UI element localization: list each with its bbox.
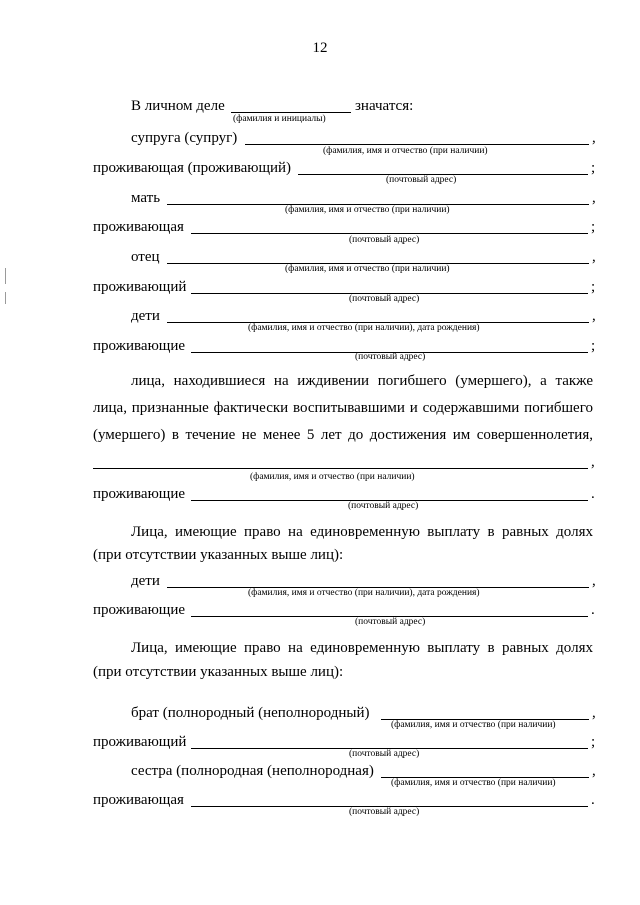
intro-before: В личном деле [131, 98, 225, 114]
dependents-paragraph-line-1: лица, находившиеся на иждивении погибшего (умершего), а также [131, 373, 593, 389]
semicolon: ; [591, 734, 596, 750]
children-label: дети [131, 308, 160, 324]
mother-name-caption: (фамилия, имя и отчество (при наличии) [285, 205, 450, 215]
comma: , [592, 308, 596, 324]
sister-label: сестра (полнородная (неполнородная) [131, 763, 374, 779]
mother-address-line [93, 217, 603, 237]
spouse-label: супруга (супруг) [131, 130, 238, 146]
living-label: проживающие [93, 338, 186, 354]
intro-line [131, 96, 431, 116]
sister-name-caption: (фамилия, имя и отчество (при наличии) [391, 778, 556, 788]
comma: , [592, 573, 596, 589]
mother-label: мать [131, 190, 161, 206]
brother-label: брат (полнородный (неполнородный) [131, 705, 370, 721]
period: . [591, 792, 595, 808]
children-2-name-caption: (фамилия, имя и отчество (при наличии), дата рождения) [248, 588, 480, 598]
equal-shares-2-paragraph-line-2: (при отсутствии указанных выше лиц): [93, 664, 344, 680]
sister-address-line [93, 790, 603, 810]
equal-shares-2-paragraph-line-1: Лица, имеющие право на единовременную выплату в равных долях [131, 640, 593, 656]
spouse-address-caption: (почтовый адрес) [386, 175, 457, 185]
scan-artifact [5, 268, 6, 284]
children-address-line [93, 336, 603, 356]
page-number: 12 [312, 40, 328, 56]
name-initials-caption: (фамилия и инициалы) [233, 114, 326, 124]
comma: , [592, 190, 596, 206]
brother-name-caption: (фамилия, имя и отчество (при наличии) [391, 720, 556, 730]
comma: , [591, 454, 595, 470]
children-2-address-caption: (почтовый адрес) [355, 617, 426, 627]
living-label: проживающая (проживающий) [93, 160, 292, 176]
comma: , [592, 130, 596, 146]
dependents-name-blank[interactable] [93, 468, 588, 469]
semicolon: ; [591, 338, 596, 354]
semicolon: ; [591, 160, 596, 176]
brother-address-caption: (почтовый адрес) [349, 749, 420, 759]
brother-address-line [93, 732, 603, 752]
living-label: проживающие [93, 602, 186, 618]
children-label: дети [131, 573, 160, 589]
spouse-name-blank[interactable] [245, 144, 589, 145]
comma: , [592, 705, 596, 721]
dependents-address-caption: (почтовый адрес) [348, 501, 419, 511]
intro-after: значатся: [355, 98, 414, 114]
children-address-caption: (почтовый адрес) [355, 352, 426, 362]
sister-address-caption: (почтовый адрес) [349, 807, 420, 817]
dependents-paragraph-line-3: (умершего) в течение не менее 5 лет до достижения им совершеннолетия, [93, 427, 593, 443]
equal-shares-paragraph-line-2: (при отсутствии указанных выше лиц): [93, 547, 344, 563]
children-2-address-line [93, 600, 603, 620]
living-label: проживающая [93, 219, 184, 235]
name-initials-blank[interactable] [231, 112, 351, 113]
spouse-line [131, 128, 603, 148]
children-name-caption: (фамилия, имя и отчество (при наличии), дата рождения) [248, 323, 480, 333]
mother-address-caption: (почтовый адрес) [349, 235, 420, 245]
living-label: проживающие [93, 486, 186, 502]
comma: , [592, 763, 596, 779]
father-label: отец [131, 249, 160, 265]
living-label: проживающий [93, 279, 187, 295]
semicolon: ; [591, 219, 596, 235]
dependents-name-caption: (фамилия, имя и отчество (при наличии) [250, 472, 415, 482]
comma: , [592, 249, 596, 265]
father-address-line [93, 277, 603, 297]
spouse-name-caption: (фамилия, имя и отчество (при наличии) [323, 146, 488, 156]
semicolon: ; [591, 279, 596, 295]
dependents-paragraph-line-2: лица, признанные фактически воспитывавшими и содержавшими погибшего [93, 400, 593, 416]
living-label: проживающая [93, 792, 184, 808]
mother-address-blank[interactable] [191, 233, 588, 234]
spouse-address-line [93, 158, 603, 178]
period: . [591, 602, 595, 618]
period: . [591, 486, 595, 502]
living-label: проживающий [93, 734, 187, 750]
equal-shares-paragraph-line-1: Лица, имеющие право на единовременную выплату в равных долях [131, 524, 593, 540]
father-address-caption: (почтовый адрес) [349, 294, 420, 304]
dependents-name-line [93, 452, 603, 472]
scan-artifact [5, 292, 6, 304]
father-name-caption: (фамилия, имя и отчество (при наличии) [285, 264, 450, 274]
